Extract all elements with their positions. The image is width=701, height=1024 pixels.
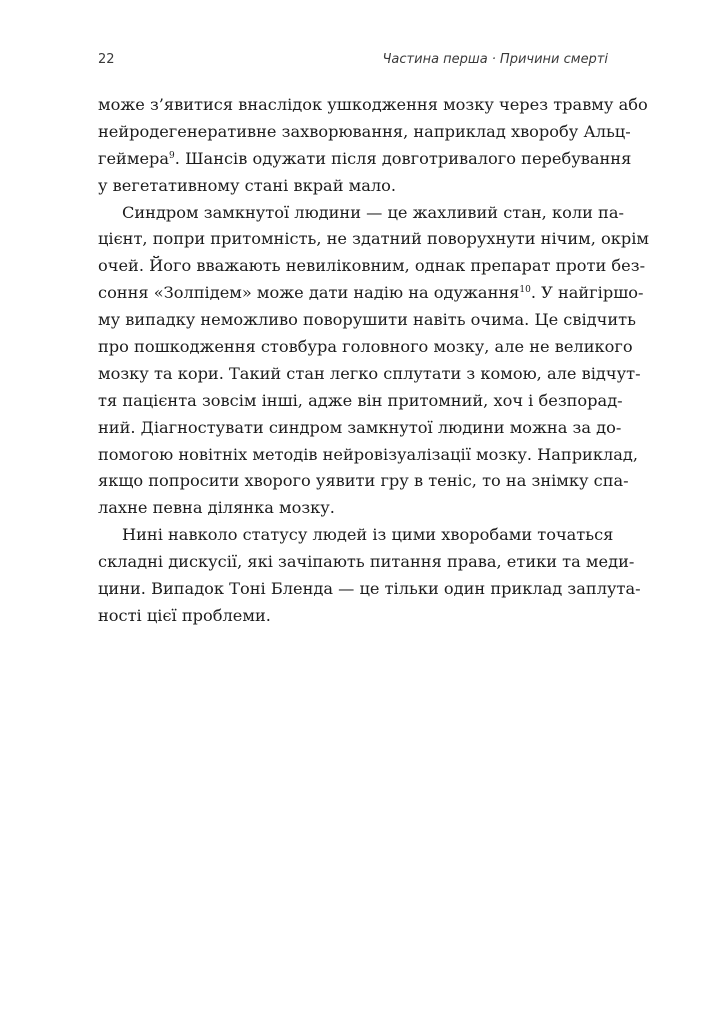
text-line: лахне певна ділянка мозку.: [98, 498, 335, 518]
running-head-separator: ·: [491, 52, 496, 67]
text-line: може з’явитися внаслідок ушкодження мозку через травму або: [98, 95, 648, 114]
text-line: у вегетативному стані вкрай мало.: [98, 175, 397, 195]
text-line: Нині навколо статусу людей із цими хворобами точаться: [122, 525, 614, 545]
text-line: ний. Діагностувати синдром замкнутої людини можна за до-: [98, 417, 622, 437]
text-line: мозку та кори. Такий стан легко сплутати з комою, але відчут-: [98, 363, 641, 383]
text-line: складні дискусії, які зачіпають питання права, етики та меди-: [98, 552, 635, 572]
text-line: про пошкодження стовбура головного мозку, але не великого: [98, 337, 633, 357]
text-line: тя пацієнта зовсім інші, адже він притомний, хоч і безпорад-: [98, 390, 623, 410]
text-line: ності цієї проблеми.: [98, 605, 271, 625]
paragraph: [98, 522, 641, 630]
text-body: [98, 92, 650, 630]
text-fragment: геймера: [98, 148, 170, 168]
text-line: очей. Його вважають невиліковним, однак препарат проти без-: [98, 256, 646, 276]
text-line: [98, 146, 632, 173]
text-line: помогою новітніх методів нейровізуалізації мозку. Наприклад,: [98, 444, 639, 464]
running-head-part: Частина перша: [382, 52, 488, 67]
paragraph: [98, 200, 650, 523]
text-line: цієнт, попри притомність, не здатний поворухнути нічим, окрім: [98, 229, 650, 249]
paragraph: [98, 92, 648, 200]
text-line: [98, 280, 644, 307]
text-line: якщо попросити хворого уявити гру в теніс, то на знімку спа-: [98, 471, 629, 491]
text-line: му випадку неможливо поворушити навіть очима. Це свідчить: [98, 310, 636, 330]
footnote-ref: 9: [169, 150, 175, 161]
text-line: цини. Випадок Тоні Бленда — це тільки один приклад заплута-: [98, 579, 641, 599]
text-fragment: . Шансів одужати після довготривалого перебування: [174, 148, 632, 168]
running-head-chapter: Причини смерті: [499, 52, 608, 67]
page-number: 22: [98, 52, 115, 67]
page-header: [98, 52, 608, 72]
text-fragment: . У найгіршо-: [530, 283, 644, 303]
text-line: Синдром замкнутої людини — це жахливий стан, коли па-: [122, 202, 624, 222]
text-fragment: соння «Золпідем» може дати надію на одужання: [98, 283, 520, 303]
footnote-ref: 10: [519, 285, 531, 296]
text-line: нейродегенеративне захворювання, наприклад хворобу Альц-: [98, 121, 631, 141]
running-head: [383, 52, 608, 67]
